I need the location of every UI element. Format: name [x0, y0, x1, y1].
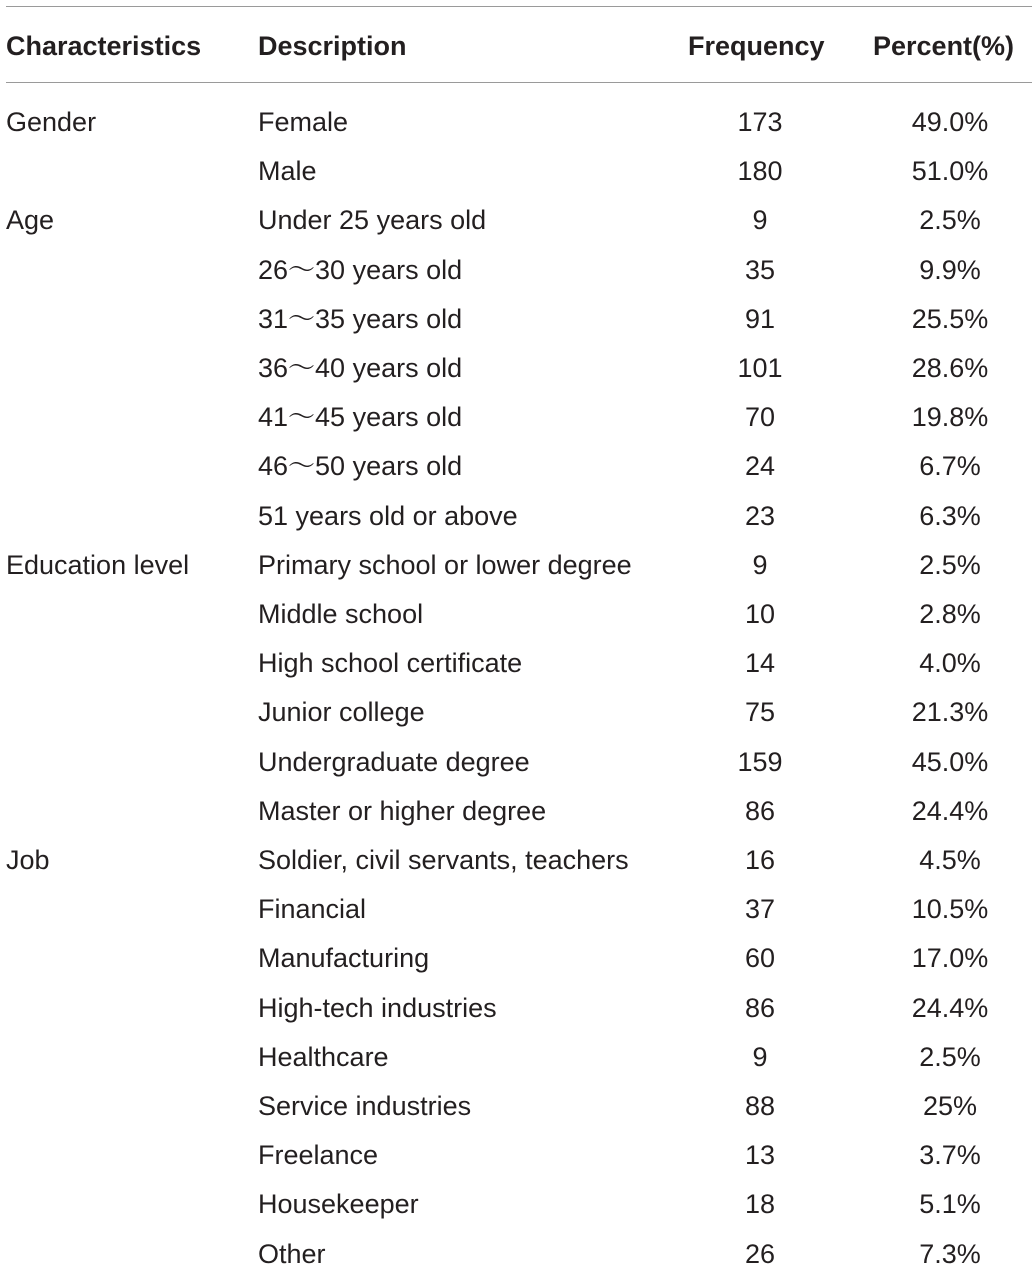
cell-frequency: 9	[752, 205, 768, 236]
cell-percent: 51.0%	[911, 156, 989, 187]
cell-percent: 45.0%	[911, 746, 989, 777]
cell-percent: 25%	[922, 1091, 978, 1121]
table-row	[0, 1230, 1032, 1279]
table-row	[0, 98, 1032, 147]
cell-frequency: 10	[744, 599, 776, 629]
table-row	[0, 295, 1032, 344]
cell-description: High school certificate	[258, 648, 523, 679]
cell-description: Freelance	[258, 1140, 379, 1171]
header-frequency: Frequency	[688, 31, 825, 61]
cell-frequency: 173	[737, 107, 783, 137]
cell-description: Junior college	[258, 697, 425, 728]
cell-percent: 6.3%	[919, 500, 981, 531]
cell-frequency: 9	[752, 1041, 768, 1072]
table-row	[0, 442, 1032, 491]
cell-description: High-tech industries	[258, 992, 497, 1023]
cell-frequency: 24	[744, 451, 776, 482]
table-row	[0, 688, 1032, 737]
cell-frequency: 75	[744, 697, 776, 728]
table-row	[0, 196, 1032, 245]
cell-description: 46～50 years old	[258, 451, 463, 482]
table-row	[0, 984, 1032, 1033]
cell-percent: 2.5%	[919, 1041, 981, 1072]
cell-description: Healthcare	[258, 1041, 389, 1072]
cell-description: 31～35 years old	[258, 303, 463, 334]
cell-frequency: 101	[737, 353, 783, 383]
cell-percent: 17.0%	[911, 943, 989, 974]
table-row	[0, 1131, 1032, 1180]
cell-percent: 2.5%	[919, 205, 981, 236]
cell-percent: 25.5%	[911, 303, 989, 334]
table-header-rule	[6, 82, 1032, 83]
cell-frequency: 13	[744, 1140, 776, 1171]
cell-frequency: 60	[744, 943, 776, 974]
cell-percent: 2.8%	[919, 599, 981, 629]
cell-frequency: 37	[744, 894, 776, 925]
cell-frequency: 180	[737, 156, 783, 187]
cell-percent: 28.6%	[911, 353, 989, 383]
cell-description: Middle school	[258, 599, 424, 629]
cell-frequency: 88	[744, 1091, 776, 1121]
cell-characteristic: Job	[6, 845, 50, 875]
table-row	[0, 738, 1032, 787]
cell-percent: 5.1%	[919, 1189, 981, 1220]
cell-percent: 4.0%	[919, 648, 981, 679]
cell-frequency: 16	[744, 845, 776, 875]
cell-characteristic: Age	[6, 205, 55, 236]
cell-characteristic: Education level	[6, 549, 190, 580]
table-row	[0, 492, 1032, 541]
cell-frequency: 35	[744, 254, 776, 285]
table-row	[0, 1180, 1032, 1229]
cell-description: Service industries	[258, 1091, 472, 1121]
cell-description: Primary school or lower degree	[258, 549, 632, 580]
table-row	[0, 934, 1032, 983]
cell-description: Under 25 years old	[258, 205, 487, 236]
cell-percent: 10.5%	[911, 894, 989, 925]
cell-percent: 2.5%	[919, 549, 981, 580]
cell-percent: 19.8%	[911, 402, 989, 433]
table-row	[0, 147, 1032, 196]
cell-frequency: 18	[744, 1189, 776, 1220]
table-row	[0, 787, 1032, 836]
cell-frequency: 23	[744, 500, 776, 531]
cell-percent: 21.3%	[911, 697, 989, 728]
cell-frequency: 9	[752, 549, 768, 580]
cell-frequency: 26	[744, 1238, 776, 1269]
cell-percent: 4.5%	[919, 845, 981, 875]
cell-description: Housekeeper	[258, 1189, 419, 1220]
cell-frequency: 70	[744, 402, 776, 433]
cell-description: Manufacturing	[258, 943, 430, 974]
cell-percent: 24.4%	[911, 795, 989, 826]
cell-frequency: 91	[744, 303, 776, 334]
cell-description: Undergraduate degree	[258, 746, 530, 777]
cell-description: Female	[258, 107, 349, 137]
cell-description: 36～40 years old	[258, 353, 463, 383]
table-row	[0, 246, 1032, 295]
cell-description: 41～45 years old	[258, 402, 463, 433]
table-row	[0, 393, 1032, 442]
cell-percent: 9.9%	[919, 254, 981, 285]
table-row	[0, 1033, 1032, 1082]
table-row	[0, 836, 1032, 885]
table-row	[0, 344, 1032, 393]
cell-frequency: 14	[744, 648, 776, 679]
cell-percent: 6.7%	[919, 451, 981, 482]
header-characteristics: Characteristics	[6, 31, 202, 61]
cell-frequency: 86	[744, 992, 776, 1023]
table-row	[0, 639, 1032, 688]
cell-percent: 24.4%	[911, 992, 989, 1023]
table-row	[0, 885, 1032, 934]
table-row	[0, 1082, 1032, 1131]
cell-description: Master or higher degree	[258, 795, 547, 826]
cell-description: 26～30 years old	[258, 254, 463, 285]
cell-description: Soldier, civil servants, teachers	[258, 845, 629, 875]
cell-description: Male	[258, 156, 317, 187]
header-percent: Percent(%)	[873, 31, 1015, 61]
cell-percent: 3.7%	[919, 1140, 981, 1171]
table-row	[0, 590, 1032, 639]
cell-description: Other	[258, 1238, 326, 1269]
cell-frequency: 86	[744, 795, 776, 826]
cell-percent: 7.3%	[919, 1238, 981, 1269]
cell-characteristic: Gender	[6, 107, 97, 137]
table-top-rule	[6, 6, 1032, 7]
header-description: Description	[258, 31, 407, 61]
cell-description: 51 years old or above	[258, 500, 518, 531]
table-row	[0, 541, 1032, 590]
cell-frequency: 159	[737, 746, 783, 777]
cell-percent: 49.0%	[911, 107, 989, 137]
cell-description: Financial	[258, 894, 367, 925]
